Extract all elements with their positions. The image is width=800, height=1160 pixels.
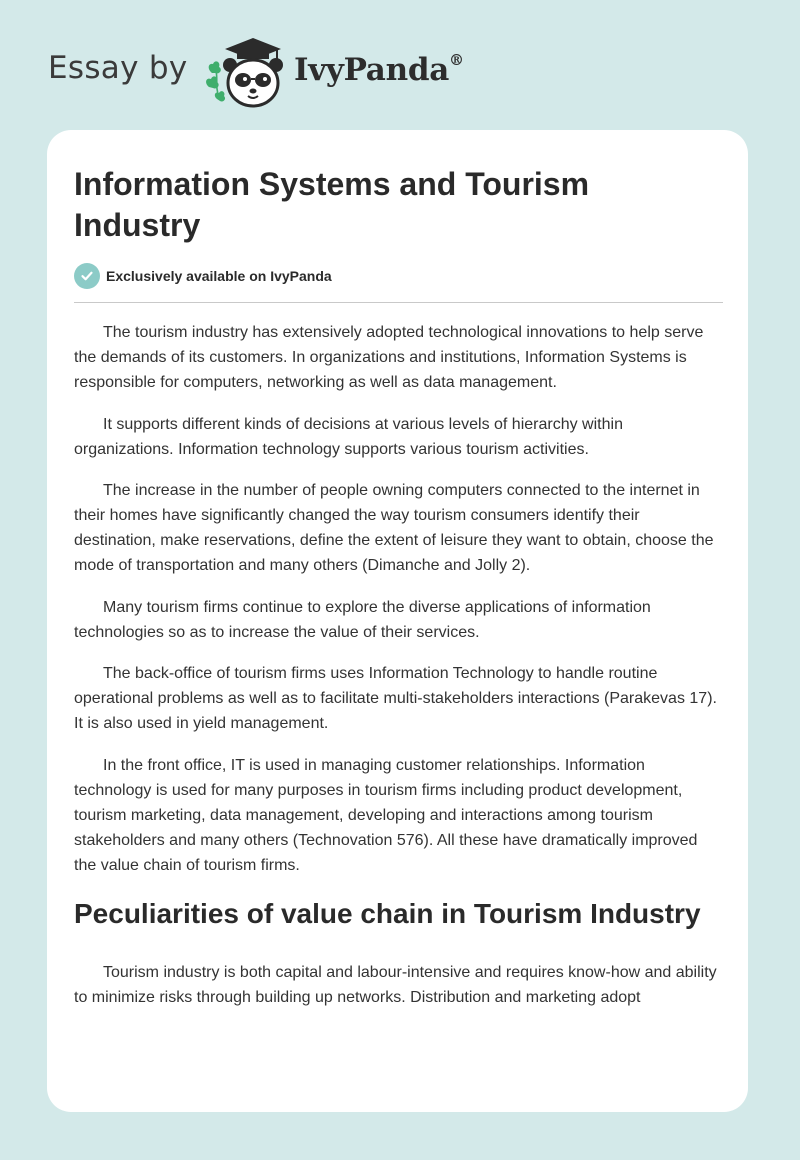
paragraph: The back-office of tourism firms uses Information Technology to handle routine operational problems as well as to facilitate multi-stakeholders interactions (Parakevas 17). It is also used in yield management.: [74, 665, 717, 732]
essay-body: [74, 320, 723, 1027]
divider: [74, 302, 723, 303]
check-icon: [74, 263, 100, 289]
paragraph: The increase in the number of people owning computers connected to the internet in their homes have significantly changed the way tourism consumers identify their destination, make reservations, define the extent of leisure they want to obtain, choose the mode of transportation and many others (Dimanche and Jolly 2).: [74, 482, 714, 574]
paragraph: The tourism industry has extensively adopted technological innovations to help serve the demands of its customers. In organizations and institutions, Information Systems is responsible for computers, networking as well as data management.: [74, 324, 704, 391]
paragraph: Many tourism firms continue to explore the diverse applications of information technologies so as to increase the value of their services.: [74, 598, 651, 641]
paragraph: Tourism industry is both capital and labour-intensive and requires know-how and ability to minimize risks through building up networks. Distribution and marketing adopt: [74, 964, 717, 1006]
exclusive-badge: [74, 262, 723, 290]
paragraph: It supports different kinds of decisions at various levels of hierarchy within organizations. Information technology supports various tourism activities.: [74, 415, 623, 458]
site-header: [48, 30, 548, 110]
brand-name: IvyPanda®: [294, 50, 464, 88]
essay-card: [47, 130, 748, 1112]
badge-label: Exclusively available on IvyPanda: [106, 268, 332, 284]
paragraph: In the front office, IT is used in managing customer relationships. Information technology is used for many purposes in tourism firms including product development, tourism marketing, data management, developing and interactions among tourism stakeholders and many others (Technovation 576). All these have dramatically improved the value chain of tourism firms.: [74, 756, 698, 874]
essay-by-label: Essay by: [48, 50, 188, 86]
section-heading: Peculiarities of value chain in Tourism Industry: [74, 898, 701, 929]
page-title: Information Systems and Tourism Industry: [74, 166, 590, 243]
panda-logo-icon: [203, 35, 295, 111]
